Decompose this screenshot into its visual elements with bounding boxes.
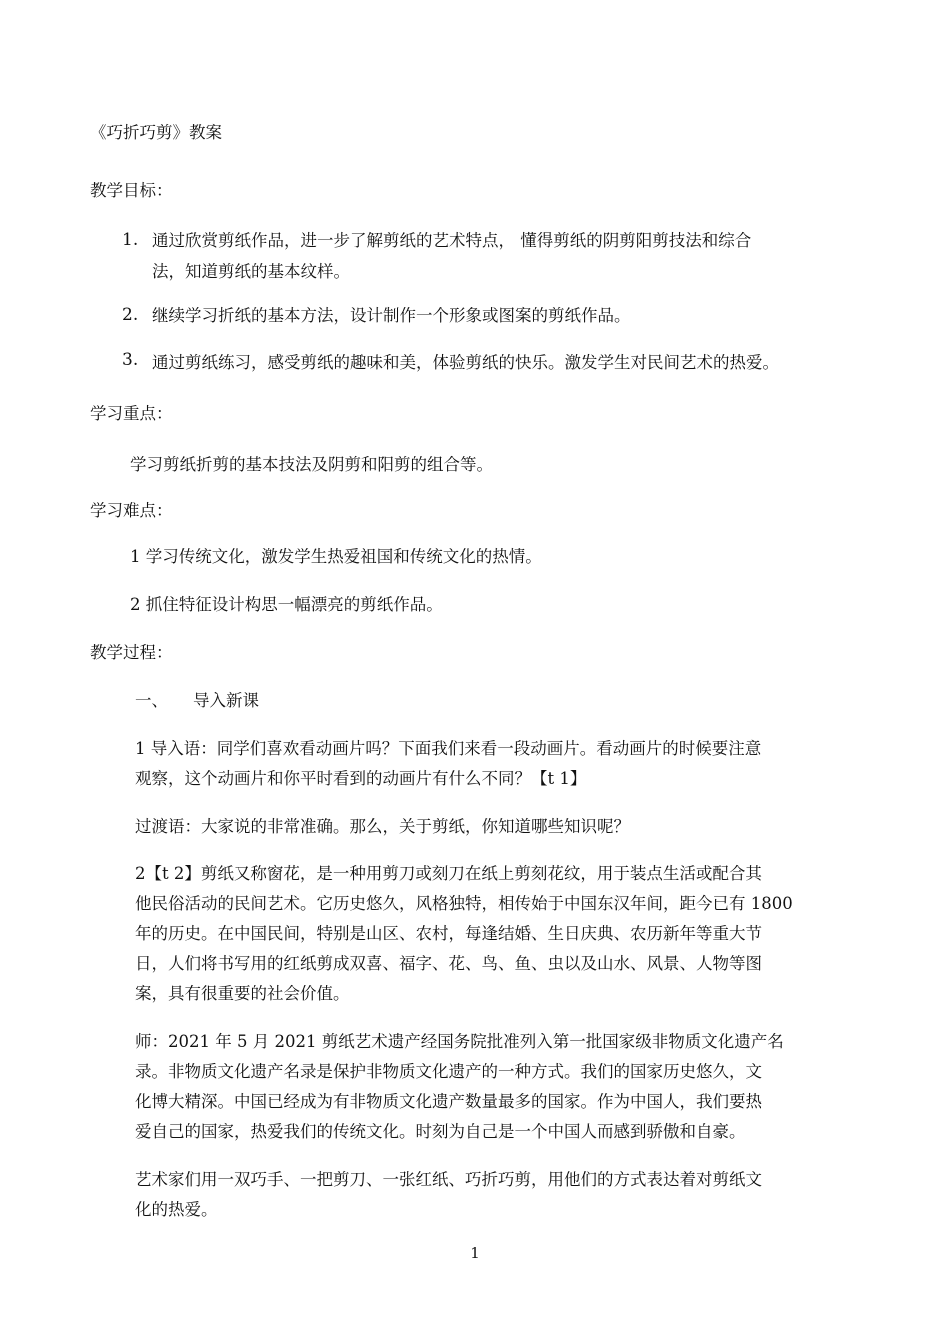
goal-1-number: 1.	[122, 230, 139, 250]
papercut-para-line4: 日，人们将书写用的红纸剪成双喜、福字、花、鸟、鱼、虫以及山水、风景、人物等图	[135, 954, 762, 973]
teacher-para-line4: 爱自己的国家，热爱我们的传统文化。时刻为自己是一个中国人而感到骄傲和自豪。	[135, 1122, 746, 1141]
intro-para-line1: 1 导入语：同学们喜欢看动画片吗？下面我们来看一段动画片。看动画片的时候要注意	[135, 739, 762, 758]
page-number: 1	[470, 1244, 480, 1262]
transition-text: 过渡语：大家说的非常准确。那么，关于剪纸，你知道哪些知识呢？	[135, 817, 630, 836]
difficulties-heading: 学习难点：	[90, 501, 173, 520]
teacher-para-line3: 化博大精深。中国已经成为有非物质文化遗产数量最多的国家。作为中国人，我们要热	[135, 1092, 762, 1111]
goal-2-number: 2.	[122, 305, 139, 325]
papercut-para-line3: 年的历史。在中国民间，特别是山区、农村，每逢结婚、生日庆典、农历新年等重大节	[135, 924, 762, 943]
goal-3-line1: 通过剪纸练习，感受剪纸的趣味和美，体验剪纸的快乐。激发学生对民间艺术的热爱。	[152, 353, 779, 372]
papercut-para-line5: 案，具有很重要的社会价值。	[135, 984, 350, 1003]
difficulty-item-2: 2 抓住特征设计构思一幅漂亮的剪纸作品。	[130, 595, 443, 614]
goals-heading: 教学目标：	[90, 181, 173, 200]
artist-para-line2: 化的热爱。	[135, 1200, 218, 1219]
goal-1-line1: 通过欣赏剪纸作品，进一步了解剪纸的艺术特点， 懂得剪纸的阴剪阳剪技法和综合	[152, 231, 752, 250]
keypoints-text: 学习剪纸折剪的基本技法及阴剪和阳剪的组合等。	[130, 455, 493, 474]
papercut-para-line1: 2【t 2】剪纸又称窗花，是一种用剪刀或刻刀在纸上剪刻花纹，用于装点生活或配合其	[135, 864, 762, 883]
teacher-para-line1: 师：2021 年 5 月 2021 剪纸艺术遗产经国务院批准列入第一批国家级非物质文化遗产名	[135, 1032, 784, 1051]
artist-para-line1: 艺术家们用一双巧手、一把剪刀、一张红纸、巧折巧剪，用他们的方式表达着对剪纸文	[135, 1170, 762, 1189]
keypoints-heading: 学习重点：	[90, 404, 173, 423]
teacher-para-line2: 录。非物质文化遗产名录是保护非物质文化遗产的一种方式。我们的国家历史悠久，文	[135, 1062, 762, 1081]
section-1-number: 一、	[135, 691, 168, 710]
goal-2-line1: 继续学习折纸的基本方法，设计制作一个形象或图案的剪纸作品。	[152, 306, 631, 325]
goal-3-number: 3.	[122, 350, 139, 370]
papercut-para-line2: 他民俗活动的民间艺术。它历史悠久，风格独特，相传始于中国东汉年间，距今已有 1800	[135, 894, 793, 913]
intro-para-line2: 观察，这个动画片和你平时看到的动画片有什么不同？【t 1】	[135, 769, 587, 788]
process-heading: 教学过程：	[90, 643, 173, 662]
section-1-title: 导入新课	[193, 691, 259, 710]
difficulty-item-1: 1 学习传统文化，激发学生热爱祖国和传统文化的热情。	[130, 547, 542, 566]
document-title: 《巧折巧剪》教案	[90, 123, 222, 142]
goal-1-line2: 法，知道剪纸的基本纹样。	[152, 262, 350, 281]
